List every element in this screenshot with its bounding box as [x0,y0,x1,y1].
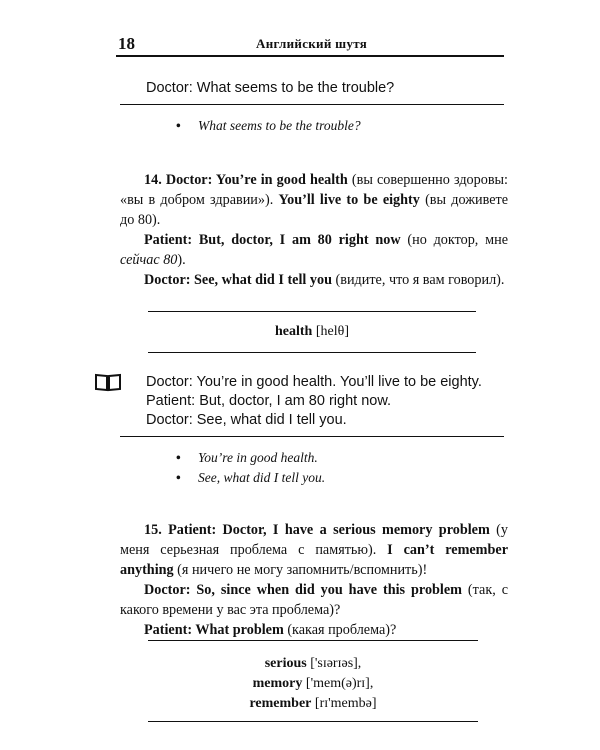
vocab-entry: serious ['sɪərɪəs], [264,656,362,671]
page-number: 18 [118,34,135,53]
joke-14-dialog-line-3: Doctor: See, what did I tell you. [146,412,347,428]
vocab-entry: memory ['mem(ə)rɪ], [252,676,374,691]
joke-14-bullet [176,450,318,466]
bullet-icon: • [176,450,181,465]
bullet-text: You’re in good health. [198,450,318,465]
bullet-icon: • [176,118,181,133]
divider [120,104,504,105]
running-title: Английский шутя [256,36,368,51]
intro-bullet [176,118,361,134]
vocab-entry: remember [rɪ'membə] [249,696,377,711]
intro-dialog-line: Doctor: What seems to be the trouble? [146,80,395,96]
joke-14-paragraph-2: Patient: But, doctor, I am 80 right now (но доктор, мне сейчас 80). [120,232,508,268]
joke-14-dialog-line-1: Doctor: You’re in good health. You’ll live to be eighty. [146,374,482,390]
divider [148,640,478,641]
joke-15-paragraph-3: Patient: What problem (какая проблема)? [144,622,397,638]
divider [120,436,504,437]
joke-15-paragraph-1: 15. Patient: Doctor, I have a serious memory problem (у меня серьезная проблема с памятью). I can’t remember anything (я ничего не могу запомнить/вспомнить)! [120,522,508,578]
joke-14-paragraph-1: 14. Doctor: You’re in good health (вы совершенно здоровы: «вы в добром здравии»). You’ll live to be eighty (вы доживете до 80). [120,172,508,228]
divider [148,721,478,722]
header-rule [116,55,504,57]
joke-15-text [120,520,508,640]
joke-14-paragraph-3: Doctor: See, what did I tell you (видите, что я вам говорил). [144,272,505,288]
joke-14-bullet [176,470,325,486]
bullet-icon: • [176,470,181,485]
bullet-text: What seems to be the trouble? [198,118,361,133]
divider [148,311,476,312]
joke-15-vocabulary [148,654,478,714]
joke-14-vocabulary: health [helθ] [275,324,349,339]
divider [148,352,476,353]
joke-15-paragraph-2: Doctor: So, since when did you have this problem (так, с какого времени у вас эта проблема)? [120,582,508,618]
joke-14-dialog-line-2: Patient: But, doctor, I am 80 right now. [146,393,392,409]
joke-14-text [120,170,508,290]
bullet-text: See, what did I tell you. [198,470,326,485]
open-book-icon [94,372,122,392]
